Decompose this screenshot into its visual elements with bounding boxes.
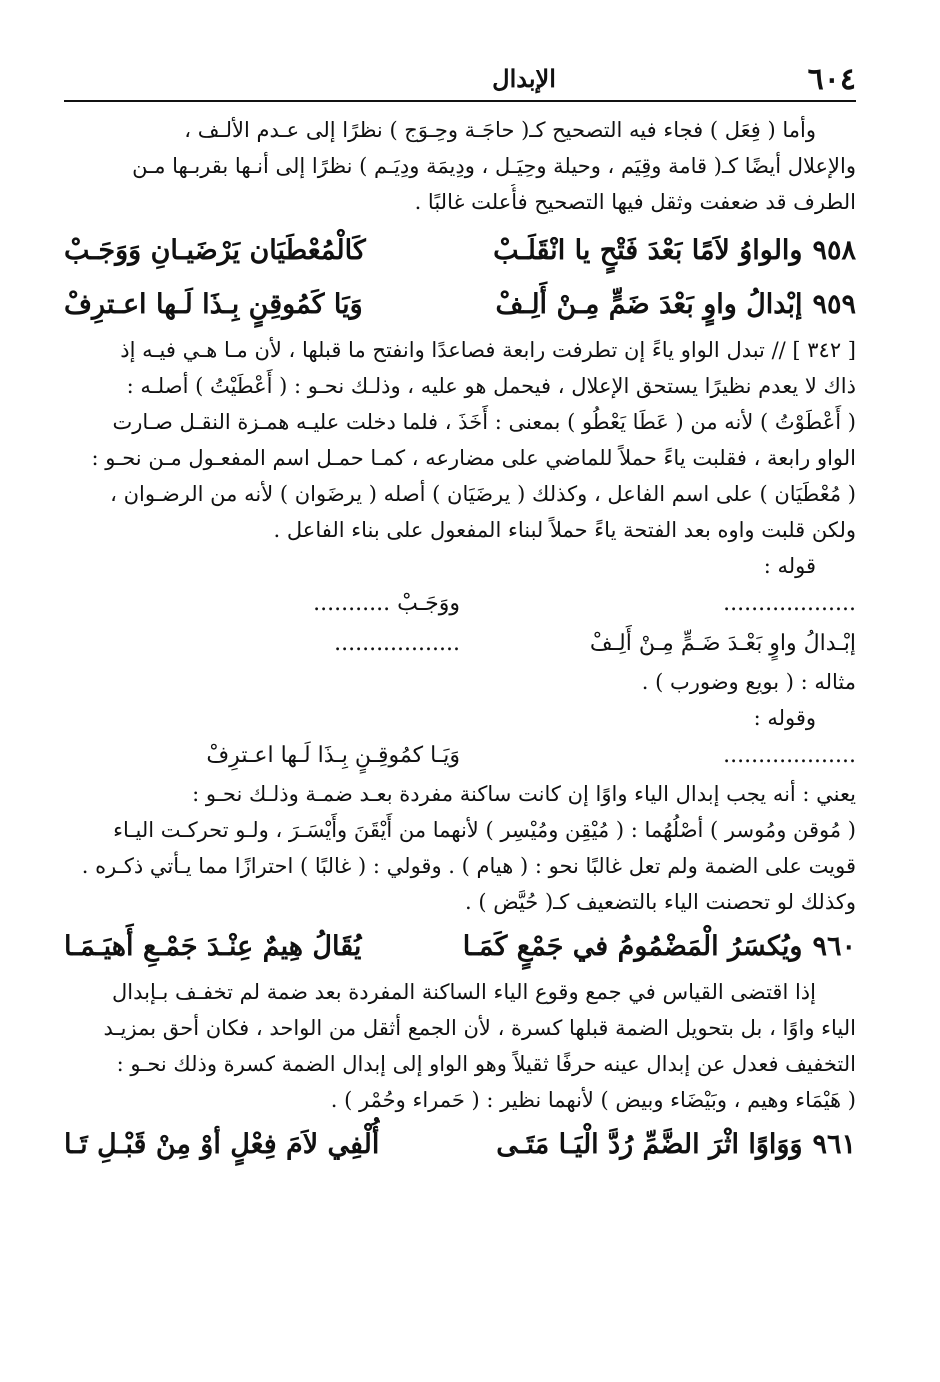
verse-second-hemistich: يُقَالُ هِيمٌ عِنْـدَ جَمْـعِ أَهيَـمَـا — [64, 931, 362, 962]
text-line: الطرف قد ضعفت وثقل فيها التصحيح فأُعلت غالبًا . — [414, 190, 856, 214]
page-header — [64, 60, 856, 102]
text-line: الياء واوًا ، بل بتحويل الضمة قبلها كسرة ، لأن الجمع أثقل من الواحد ، فكان أحق بمزيـد — [103, 1016, 856, 1040]
text-line: ولكن قلبت واوه بعد الفتحة ياءً حملاً لبناء المفعول على بناء الفاعل . — [273, 518, 856, 542]
verse-second-hemistich: أُلْفِي لاَمَ فِعْلٍ أوْ مِنْ قَبْـلِ تَـا — [64, 1129, 380, 1160]
verse-959 — [64, 278, 856, 332]
running-title: الإبدال — [492, 64, 556, 93]
text-line: ( هَيْمَاء وهيم ، وبَيْضَاء وبيض ) لأنهما نظير : ( حَمراء وحُمْر ) . — [330, 1088, 856, 1112]
verse-first-hemistich: والواوُ لاَمًا بَعْدَ فَتْحٍ يا انْقَلَـبْ — [493, 235, 803, 266]
quoted-second-hemistich: .................. — [334, 631, 460, 656]
text-line: قويت على الضمة ولم تعل غالبًا نحو : ( هيام ) . وقولي : ( غالبًا ) احترازًا مما يـأتي ذكـره . — [81, 854, 856, 878]
page-body — [64, 112, 856, 1172]
quoted-second-hemistich: ووَجَـبْ ........... — [313, 591, 460, 616]
verse-first-hemistich: ويُكسَرُ الْمَضْمُومُ في جَمْعٍ كَمَـا — [462, 931, 803, 962]
verse-961 — [64, 1118, 856, 1172]
text-line: وأما ( فِعَل ) فجاء فيه التصحيح كـ( حاجَـة وحِـوَج ) نظرًا إلى عـدم الألـف ، — [184, 118, 816, 142]
paragraph-2 — [64, 332, 856, 548]
verse-number: ٩٥٩ — [812, 289, 856, 320]
text-line: إذا اقتضى القياس في جمع وقوع الياء الساكنة المفردة بعد ضمة لم تخفـف بـإبدال — [112, 980, 816, 1004]
text-line: التخفيف فعدل عن إبدال عينه حرفًا ثقيلاً وهو الواو إلى إبدال الضمة كسرة وذلك نحـو : — [116, 1052, 856, 1076]
page-number: ٦٠٤ — [807, 62, 856, 97]
paragraph-3 — [64, 776, 856, 920]
quoted-verse-row — [64, 624, 856, 664]
text-line: وكذلك لو تحصنت الياء بالتضعيف كـ( حُيَّض ) . — [465, 890, 856, 914]
paragraph-4 — [64, 974, 856, 1118]
verse-number: ٩٦١ — [812, 1129, 856, 1160]
text-line: يعني : أنه يجب إبدال الياء واوًا إن كانت ساكنة مفردة بعـد ضمـة وذلـك نحـو : — [192, 782, 856, 806]
quoted-second-hemistich: وَيَـا كمُوقِـنٍ بِـذَا لَـها اعـترِفْ — [206, 743, 460, 768]
verse-second-hemistich: كَالْمُعْطَيَان يَرْضَيـانِ وَوَجَـبْ — [64, 235, 366, 266]
verse-960 — [64, 920, 856, 974]
text-line: [ ٣٤٢ ] // تبدل الواو ياءً إن تطرفت رابعة فصاعدًا وانفتح ما قبلها ، لأن مـا هـي فيـه إذ — [120, 338, 856, 362]
quoted-verse-row — [64, 584, 856, 624]
quoted-first-hemistich: ................... — [723, 591, 856, 616]
text-line: ( مُوقن ومُوسر ) أصْلُهُما : ( مُيْقِن ومُيْسِر ) لأنهما من أَيْقَنَ وأَيْسَـرَ ، ولـو تحركـت اليـاء — [113, 818, 856, 842]
text-line: الواو رابعة ، فقلبت ياءً حملاً للماضي على مضارعه ، كمـا حمـل اسم المفعـول مـن نحـو : — [91, 446, 856, 470]
quote-intro: قوله : — [763, 554, 816, 578]
quotation-2 — [64, 700, 856, 776]
verse-first-hemistich: وَوَاوًا اثْرَ الضَّمِّ رُدَّ الْيَـا مَتَـى — [496, 1129, 803, 1160]
text-line: ( مُعْطَيَان ) على اسم الفاعل ، وكذلك ( يرضَيَان ) أصله ( يرضَوان ) لأنه من الرضـوان ، — [110, 482, 856, 506]
text-line: والإعلال أيضًا كـ( قامة وقِيَم ، وحيلة وحِيَـل ، ودِيمَة ودِيَـم ) نظرًا إلى أنـها بقربـها مـن — [132, 154, 856, 178]
example-line: مثاله : ( بويع وضورب ) . — [641, 670, 856, 694]
paragraph-1 — [64, 112, 856, 220]
verse-958 — [64, 224, 856, 278]
quote-intro: وقوله : — [753, 706, 816, 730]
verse-number: ٩٦٠ — [812, 931, 856, 962]
quoted-first-hemistich: ................... — [723, 743, 856, 768]
verse-second-hemistich: وَيَا كَمُوقِنٍ بِـذَا لَـها اعـترِفْ — [64, 289, 363, 320]
quotation-1 — [64, 548, 856, 700]
text-line: ( أَعْطَوْتُ ) لأنه من ( عَطَا يَعْطُو ) بمعنى : أَخَذَ ، فلما دخلت عليـه همـزة النقـل صـارت — [112, 410, 856, 434]
verse-first-hemistich: إبْدالُ واوٍ بَعْدَ ضَمٍّ مِـنْ أَلِـفْ — [495, 289, 803, 320]
quoted-verse-row — [64, 736, 856, 776]
quoted-first-hemistich: إبْـدالُ واوٍ بَعْـدَ ضَـمٍّ مِـنْ أَلِـفْ — [589, 631, 856, 656]
text-line: ذاك لا يعدم نظيرًا يستحق الإعلال ، فيحمل هو عليه ، وذلـك نحـو : ( أَعْطَيْتُ ) أصلـه : — [126, 374, 856, 398]
verse-number: ٩٥٨ — [812, 235, 856, 266]
